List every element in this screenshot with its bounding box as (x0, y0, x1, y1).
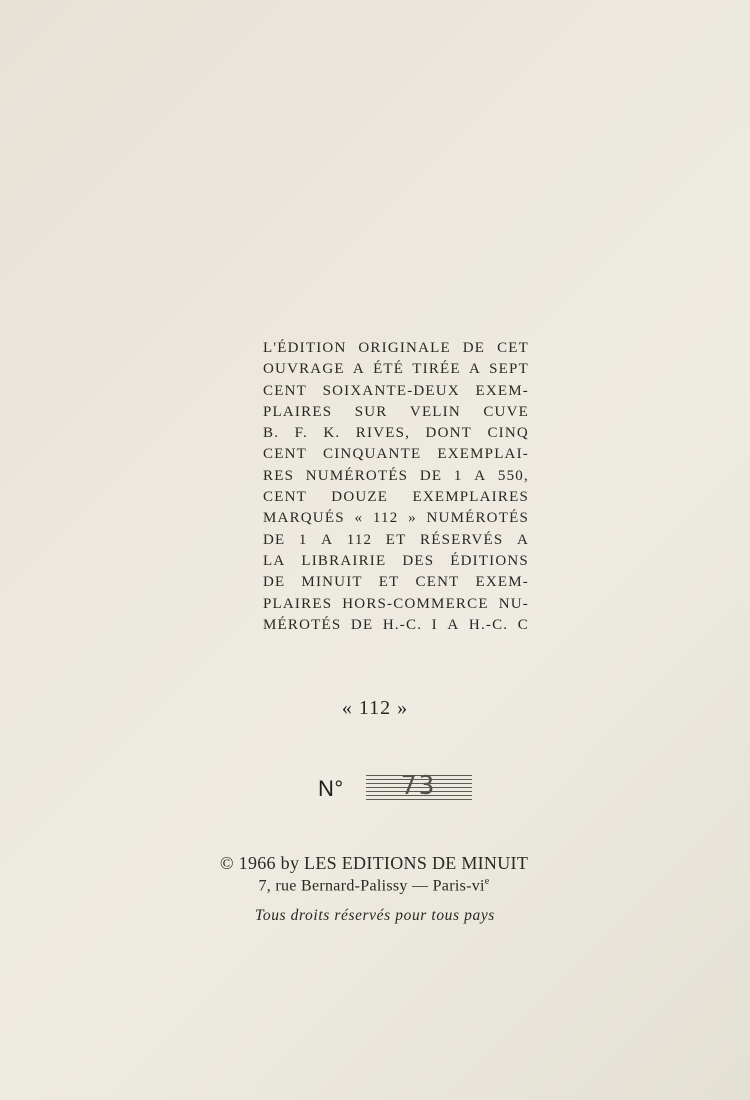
justification-word: PLAIRES (263, 595, 333, 612)
series-mark: « 112 » (341, 697, 409, 719)
justification-line (263, 359, 529, 380)
justification-word: 112 (372, 510, 399, 527)
justification-word: H.-C. (468, 616, 509, 633)
justification-word: K. (323, 425, 341, 442)
justification-word: ET (378, 574, 400, 591)
justification-word: DE (263, 531, 286, 548)
justification-line (263, 551, 529, 572)
justification-word: » (408, 510, 417, 527)
justification-line (263, 338, 529, 359)
justification-word: CINQUANTE (323, 446, 422, 463)
justification-word: SUR (354, 403, 388, 420)
copy-number-label: N° (318, 776, 344, 801)
justification-word: TIRÉE (412, 361, 461, 378)
justification-word: NUMÉROTÉS (426, 510, 529, 527)
justification-word: CUVE (483, 403, 529, 420)
justification-line (263, 381, 529, 402)
justification-word: HORS-COMMERCE (342, 595, 489, 612)
justification-word: 112 (346, 531, 373, 548)
justification-word: DE (350, 616, 374, 633)
justification-word: EXEMPLAIRES (412, 489, 529, 506)
justification-word: F. (294, 425, 308, 442)
justification-line (263, 423, 529, 444)
justification-word: CINQ (487, 425, 529, 442)
justification-word: DE (462, 340, 486, 356)
justification-word: C (517, 616, 529, 633)
justification-word: I (431, 616, 438, 633)
justification-word: ORIGINALE (358, 340, 451, 356)
justification-word: VELIN (409, 403, 461, 420)
justification-word: 550, (497, 467, 529, 484)
justification-word: LA (263, 552, 286, 569)
justification-word: A (447, 616, 460, 633)
justification-word: EXEMPLAI- (437, 446, 529, 463)
justification-line (263, 572, 529, 593)
justification-word: ÉTÉ (373, 361, 405, 378)
justification-word: A (352, 361, 365, 378)
justification-word: « (354, 510, 364, 527)
justification-word: NUMÉROTÉS (305, 467, 409, 484)
justification-word: SOIXANTE-DEUX (322, 382, 460, 399)
copy-number-row (318, 772, 472, 806)
publisher-address (0, 876, 750, 895)
justification-word: LIBRAIRIE (301, 552, 387, 569)
justification-word: B. (263, 425, 280, 442)
justification-line (263, 444, 529, 465)
publisher-address-superscript: e (484, 876, 490, 887)
justification-word: DE (419, 467, 443, 484)
justification-word: CENT (263, 489, 307, 506)
justification-word: CENT (263, 382, 307, 399)
justification-word: DE (263, 574, 286, 591)
justification-line (263, 402, 529, 423)
justification-word: 1 (298, 531, 308, 548)
justification-word: NU- (498, 595, 529, 612)
justification-word: RIVES, (355, 425, 411, 442)
justification-word: H.-C. (382, 616, 423, 633)
justification-word: MINUIT (301, 574, 363, 591)
copy-number-value: 73 (401, 771, 437, 801)
justification-word: PLAIRES (263, 403, 333, 420)
justification-word: ÉDITIONS (450, 552, 529, 569)
justification-word: RÉSERVÉS (420, 531, 504, 548)
justification-line (263, 487, 529, 508)
justification-word: A (516, 531, 529, 548)
justification-word: MARQUÉS (263, 510, 345, 527)
justification-word: 1 (453, 467, 463, 484)
justification-word: DONT (425, 425, 473, 442)
justification-word: EXEM- (475, 574, 529, 591)
justification-word: CENT (263, 446, 307, 463)
justification-statement (263, 338, 529, 636)
justification-word: CET (497, 340, 529, 356)
justification-word: L'ÉDITION (263, 340, 347, 356)
justification-line (263, 615, 529, 636)
justification-word: CENT (415, 574, 460, 591)
justification-line (263, 466, 529, 487)
justification-word: ET (385, 531, 407, 548)
publisher-address-text: 7, rue Bernard-Palissy — Paris-vi (258, 877, 485, 895)
copy-number-stamp (366, 771, 472, 803)
copyright-line: © 1966 by LES EDITIONS DE MINUIT (219, 853, 529, 873)
justification-word: MÉROTÉS (263, 616, 342, 633)
rights-reserved-line: Tous droits réservés pour tous pays (255, 907, 495, 924)
justification-word: DES (402, 552, 435, 569)
justification-line (263, 508, 529, 529)
justification-word: RES (263, 467, 295, 484)
justification-word: A (468, 361, 481, 378)
justification-word: DOUZE (331, 489, 389, 506)
justification-line (263, 594, 529, 615)
justification-word: A (321, 531, 334, 548)
justification-word: A (474, 467, 487, 484)
justification-word: OUVRAGE (263, 361, 345, 378)
justification-line (263, 530, 529, 551)
justification-word: SEPT (489, 361, 529, 378)
justification-word: EXEM- (475, 382, 529, 399)
